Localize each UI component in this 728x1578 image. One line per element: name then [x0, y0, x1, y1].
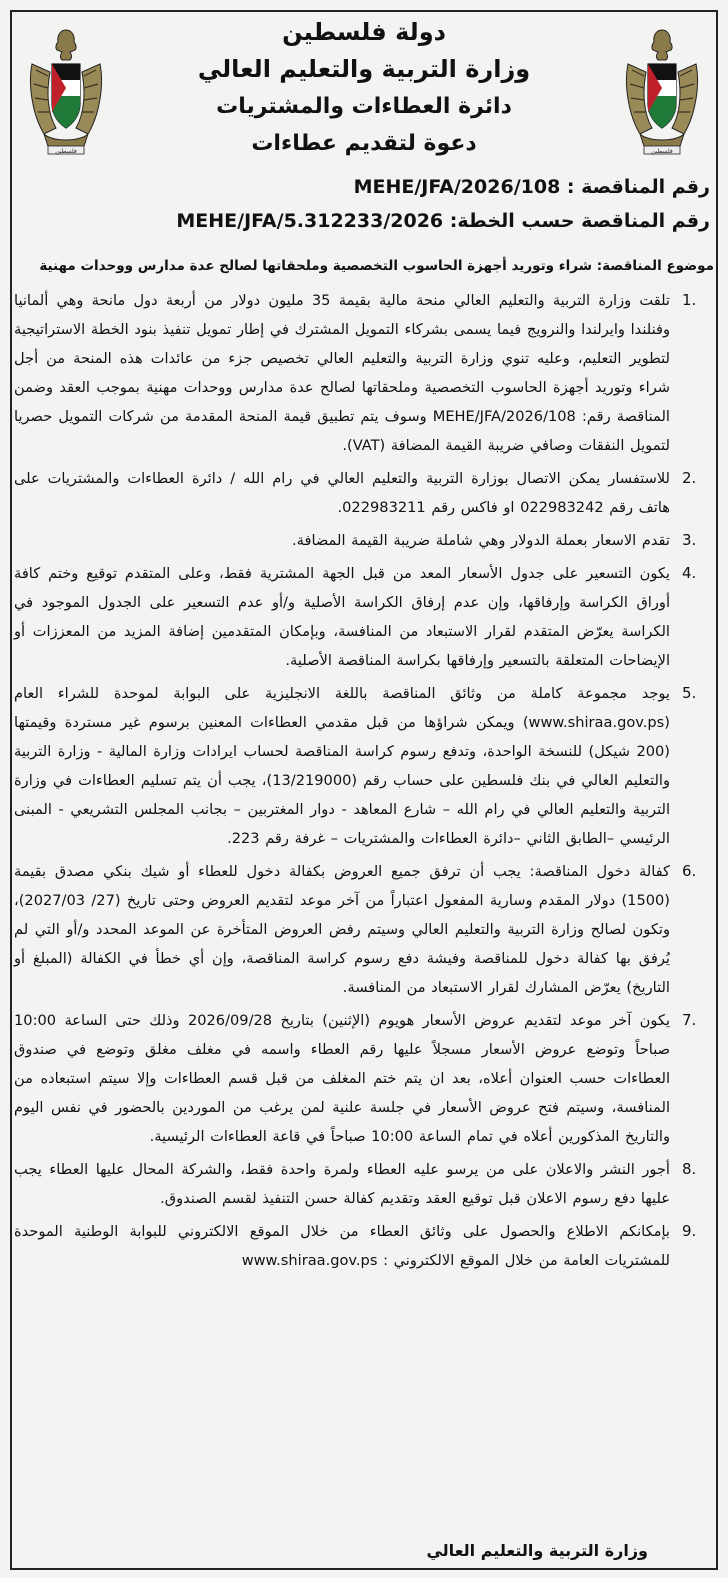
- palestine-eagle-emblem-right: [618, 24, 706, 159]
- item-text: يكون آخر موعد لتقديم عروض الأسعار هويوم (الإثنين) بتاريخ 2026/09/28 وذلك حتى الساعة 10:00 صباحاً وتوضع عروض الأسعار مسجلاً عليها رقم العطاء واسمه في مغلف مغلق وتوضع في صندوق العطاءات حسب العنوان أعلاه، بعد ان يتم ختم المغلف من قبل قسم العطاءات وإلا سيتم استبعاده من المنافسة، وسيتم فتح عروض الأسعار في جلسة علنية لمن يرغب من الموردين بالحضور في نفس اليوم والتاريخ المذكورين أعلاه في تمام الساعة 10:00 صباحاً في قاعة العطاءات الرئيسية.: [14, 1012, 671, 1145]
- item-number: .3: [682, 531, 697, 549]
- plan-number: MEHE/JFA/5.312233/2026: [176, 210, 444, 232]
- item-number: .5: [682, 684, 697, 702]
- list-item: [14, 1217, 697, 1275]
- document-title: دعوة لتقديم عطاءات: [251, 131, 477, 156]
- item-number: .1: [682, 291, 697, 309]
- list-item: [14, 559, 697, 675]
- svg-text:فلسطين: فلسطين: [55, 148, 77, 155]
- tender-subject: [8, 255, 714, 277]
- svg-text:فلسطين: فلسطين: [651, 148, 673, 155]
- subject-text: شراء وتوريد أجهزة الحاسوب التخصصية وملحقاتها لصالح عدة مدارس ووحدات مهنية: [39, 258, 592, 274]
- item-text: تلقت وزارة التربية والتعليم العالي منحة مالية بقيمة 35 مليون دولار من أربعة دول مانحة وهي ألمانيا وفنلندا وايرلندا والنرويج فيما يسمى بشركاء التمويل المشترك في إطار تمويل تنفيذ بنود الخطة الاستراتيجية لتطوير التعليم، وعليه تنوي وزارة التربية والتعليم العالي تخصيص جزء من عائدات هذه المنحة من أجل شراء وتوريد أجهزة الحاسوب التخصصية وملحقاتها لصالح عدة مدارس ووحدات مهنية بموجب العقد وضمن المناقصة رقم: MEHE/JFA/2026/108 وسوف يتم تطبيق قيمة المنحة المقدمة من شركات التمويل حصريا لتمويل النفقات وصافي ضريبة القيمة المضافة (VAT).: [14, 292, 670, 454]
- plan-number-line: [18, 204, 710, 238]
- list-item: [14, 857, 697, 1002]
- ministry-name: وزارة التربية والتعليم العالي: [197, 55, 531, 83]
- item-text: للاستفسار يمكن الاتصال بوزارة التربية والتعليم العالي في رام الله / دائرة العطاءات والمشتريات على هاتف رقم 022983242 او فاكس رقم 022983211.: [14, 470, 670, 516]
- list-item: [14, 1155, 697, 1213]
- item-text: أجور النشر والاعلان على من يرسو عليه العطاء ولمرة واحدة فقط، والشركة المحال عليها العطاء يجب عليها دفع رسوم الاعلان قبل توقيع العقد وتقديم كفالة حسن التنفيذ لقسم الصندوق.: [14, 1161, 670, 1207]
- eagle-emblem-icon: [31, 30, 102, 154]
- item-number: .2: [682, 469, 697, 487]
- item-number: .7: [682, 1011, 697, 1029]
- plan-number-label: رقم المناقصة حسب الخطة:: [449, 210, 710, 232]
- department-name: دائرة العطاءات والمشتريات: [216, 94, 512, 119]
- signature: وزارة التربية والتعليم العالي: [426, 1541, 648, 1560]
- item-text: يكون التسعير على جدول الأسعار المعد من قبل الجهة المشترية فقط، وعلى المتقدم توقيع وختم كافة أوراق الكراسة وإرفاقها، وإن عدم إرفاق الكراسة الأصلية و/أو عدم التسعير على الجدول الموجود في الكراسة يعرّض المتقدم لقرار الاستبعاد من المنافسة، وبإمكان المتقدمين إضافة المزيد من المعززات أو الإيضاحات المتعلقة بالتسعير وإرفاقها بكراسة المناقصة الأصلية.: [14, 565, 670, 669]
- item-number: .4: [682, 564, 697, 582]
- item-number: .9: [682, 1222, 697, 1240]
- list-item: [14, 1006, 697, 1151]
- document-header: [130, 14, 598, 162]
- tender-references: [18, 170, 710, 238]
- item-text: بإمكانكم الاطلاع والحصول على وثائق العطاء من خلال الموقع الالكتروني للبوابة الوطنية الموحدة للمشتريات العامة من خلال الموقع الالكتروني : www.shiraa.gov.ps: [14, 1223, 670, 1269]
- tender-number: MEHE/JFA/2026/108: [353, 176, 561, 198]
- item-text: يوجد مجموعة كاملة من وثائق المناقصة باللغة الانجليزية على البوابة لموحدة للشراء العام (www.shiraa.gov.ps) ويمكن شراؤها من قبل مقدمي العطاءات المعنين برسوم غير مستردة وقيمتها (200 شيكل) للنسخة الواحدة، وتدفع رسوم كراسة المناقصة لحساب ايرادات وزارة المالية - وزارة التربية والتعليم العالي في بنك فلسطين على حساب رقم (13/219000)، يجب أن يتم تسليم العطاءات في وزارة التربية والتعليم العالي في رام الله – شارع المعاهد - دوار المغتربين – بجانب المجلس التشريعي - المبنى الرئيسي –الطابق الثاني –دائرة العطاءات والمشتريات – غرفة رقم 223.: [14, 685, 671, 847]
- list-item: [14, 286, 697, 460]
- item-text: كفالة دخول المناقصة: يجب أن ترفق جميع العروض بكفالة دخول للعطاء أو شيك بنكي مصدق بقيمة (1500) دولار المقدم وسارية المفعول اعتباراً من آخر موعد لتقديم العروض وحتى تاريخ (27/ 2027/03)، وتكون لصالح وزارة التربية والتعليم العالي وسيتم رفض العروض المتأخرة عن الموعد المحدد و/أو التي لم يُرفق بها كفالة دخول للمناقصة وفيشة دفع رسوم كراسة المناقصة، وإن أي خطأ في الكفالة (المبلغ أو التاريخ) يعرّض المشارك لقرار الاستبعاد من المنافسة.: [14, 863, 670, 996]
- eagle-emblem-icon: [627, 30, 698, 154]
- tender-number-label: رقم المناقصة :: [566, 176, 710, 198]
- subject-label: موضوع المناقصة:: [596, 258, 714, 274]
- tender-number-line: [18, 170, 710, 204]
- item-number: .6: [682, 862, 697, 880]
- list-item: [14, 679, 697, 853]
- terms-list: [14, 286, 712, 1279]
- item-text: تقدم الاسعار بعملة الدولار وهي شاملة ضريبة القيمة المضافة.: [292, 532, 670, 549]
- item-number: .8: [682, 1160, 697, 1178]
- state-name: دولة فلسطين: [282, 18, 446, 46]
- list-item: [14, 526, 697, 555]
- palestine-eagle-emblem-left: [22, 24, 110, 159]
- list-item: [14, 464, 697, 522]
